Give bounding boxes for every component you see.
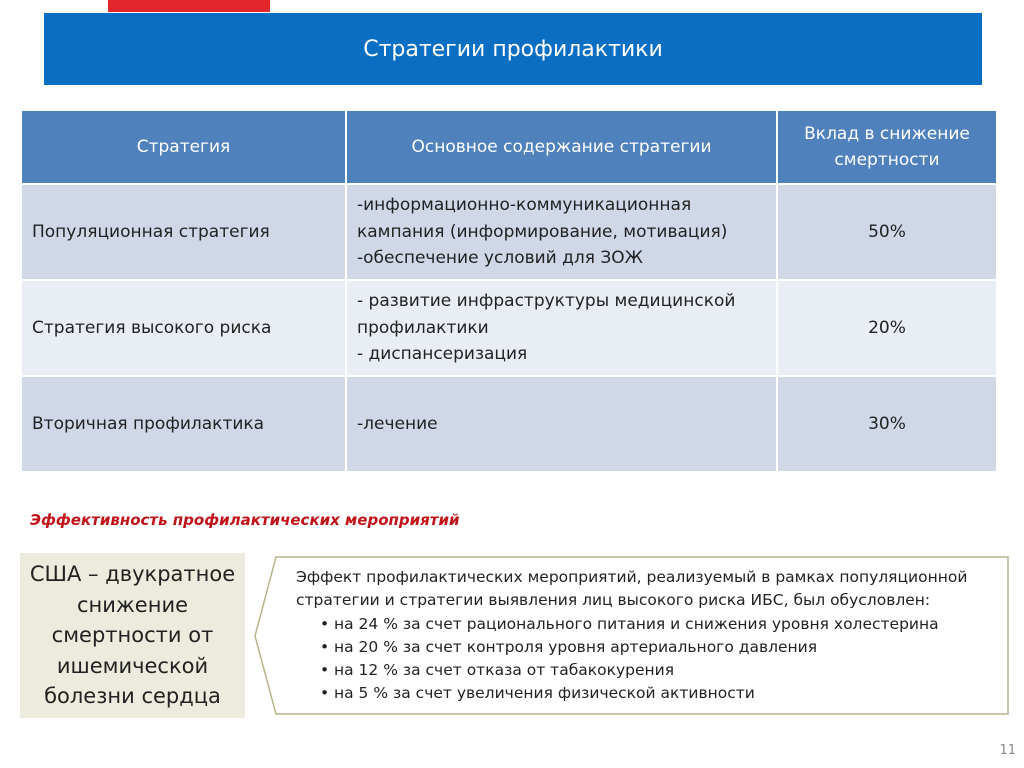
- red-accent-tab: [108, 0, 270, 12]
- effect-callout: [254, 556, 1010, 716]
- row-contribution: 50%: [777, 184, 997, 280]
- content-line: -обеспечение условий для ЗОЖ: [357, 248, 643, 269]
- callout-text: [296, 566, 996, 706]
- bullet-icon: •: [320, 637, 330, 656]
- list-item: [320, 636, 996, 659]
- bullet-icon: •: [320, 684, 330, 703]
- list-item-text: на 5 % за счет увеличения физической активности: [334, 684, 755, 703]
- row-strategy: Вторичная профилактика: [21, 376, 346, 472]
- table-row: [21, 184, 997, 280]
- list-item-text: на 12 % за счет отказа от табакокурения: [334, 661, 675, 679]
- header-content: Основное содержание стратегии: [346, 110, 777, 184]
- header-contribution: Вклад в снижение смертности: [777, 110, 997, 184]
- usa-summary-box: [20, 553, 245, 718]
- list-item: [320, 613, 996, 636]
- title-bar: [44, 13, 982, 85]
- page-number: 11: [999, 743, 1016, 758]
- bullet-icon: •: [320, 614, 330, 633]
- row-content: [346, 184, 777, 280]
- table-row: [21, 376, 997, 472]
- table-header-row: [21, 110, 997, 184]
- list-item-text: на 20 % за счет контроля уровня артериального давления: [334, 637, 818, 656]
- callout-intro: Эффект профилактических мероприятий, реализуемый в рамках популяционной стратегии и стратегии выявления лиц высокого риска ИБС, был обусловлен:: [296, 568, 968, 610]
- effect-list: [296, 613, 996, 706]
- usa-summary-text: США – двукратное снижение смертности от ишемической болезни сердца: [29, 562, 236, 709]
- strategy-table: [20, 109, 998, 473]
- row-content: [346, 280, 777, 376]
- row-contribution: 20%: [777, 280, 997, 376]
- effectiveness-heading: Эффективность профилактических мероприятий: [30, 511, 460, 529]
- page-title: Стратегии профилактики: [363, 36, 663, 62]
- table-row: [21, 280, 997, 376]
- bullet-icon: •: [320, 661, 330, 679]
- list-item-text: на 24 % за счет рационального питания и снижения уровня холестерина: [334, 614, 939, 633]
- row-strategy: Популяционная стратегия: [21, 184, 346, 280]
- row-contribution: 30%: [777, 376, 997, 472]
- header-strategy: Стратегия: [21, 110, 346, 184]
- content-line: - развитие инфраструктуры медицинской профилактики: [357, 291, 736, 338]
- row-strategy: Стратегия высокого риска: [21, 280, 346, 376]
- content-line: - диспансеризация: [357, 344, 528, 365]
- list-item: [320, 682, 996, 705]
- list-item: [320, 659, 996, 682]
- row-content: [346, 376, 777, 472]
- content-line: -лечение: [357, 413, 438, 434]
- content-line: -информационно-коммуникационная кампания (информирование, мотивация): [357, 195, 728, 242]
